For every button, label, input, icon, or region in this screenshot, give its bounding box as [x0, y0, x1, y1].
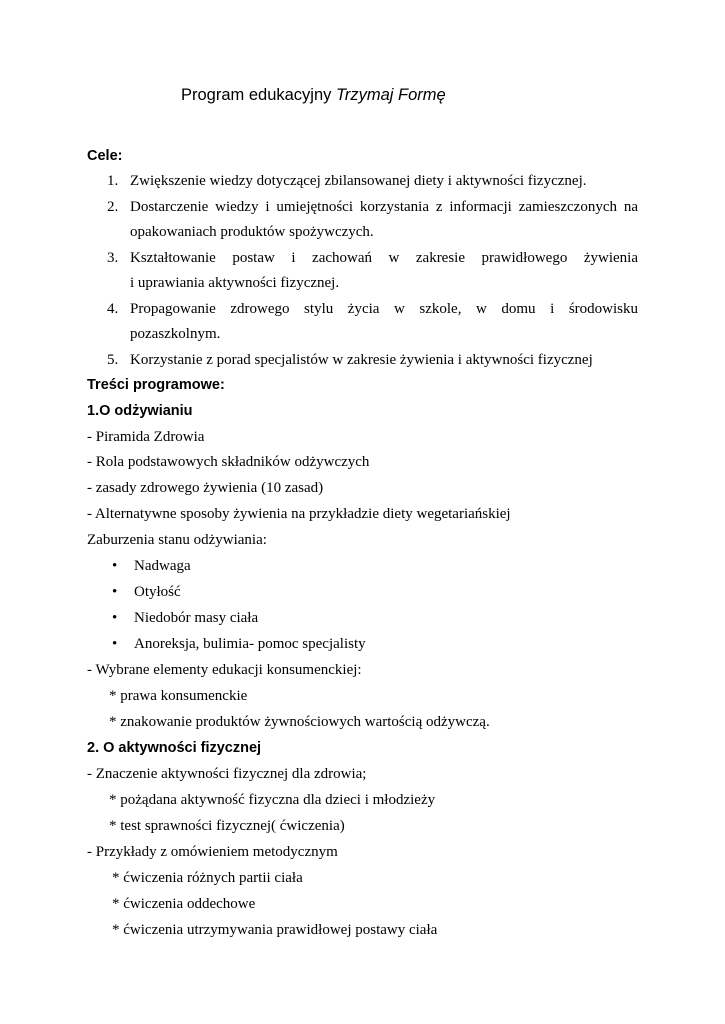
goal-text: Dostarczenie wiedzy i umiejętności korzystania z informacji zamieszczonych na: [130, 199, 638, 215]
bullet-dot: •: [112, 636, 118, 652]
bullet-dot: •: [112, 584, 118, 600]
meaning-item: * pożądana aktywność fizyczna dla dzieci i młodzieży: [109, 792, 436, 808]
section-1-line: - Piramida Zdrowia: [87, 429, 205, 445]
examples-line: - Przykłady z omówieniem metodycznym: [87, 844, 338, 860]
title-program-name: Trzymaj Formę: [336, 86, 446, 104]
page-title: [181, 86, 446, 105]
title-prefix: Program edukacyjny: [181, 86, 336, 104]
goal-text: Zwiększenie wiedzy dotyczącej zbilansowanej diety i aktywności fizycznej.: [130, 173, 587, 189]
example-item: * ćwiczenia utrzymywania prawidłowej postawy ciała: [112, 922, 438, 938]
disorder-item: Otyłość: [134, 584, 181, 600]
consumer-education-line: - Wybrane elementy edukacji konsumenckiej:: [87, 662, 362, 678]
section-1-heading: 1.O odżywianiu: [87, 403, 193, 419]
disorders-label: Zaburzenia stanu odżywiania:: [87, 532, 267, 548]
disorder-item: Niedobór masy ciała: [134, 610, 259, 626]
section-1-line: - Rola podstawowych składników odżywczych: [87, 454, 370, 470]
bullet-dot: •: [112, 558, 118, 574]
consumer-item: * prawa konsumenckie: [109, 688, 248, 704]
goal-text: Propagowanie zdrowego stylu życia w szkole, w domu i środowisku: [130, 301, 638, 317]
goal-text: Kształtowanie postaw i zachowań w zakresie prawidłowego żywienia: [130, 250, 638, 266]
goal-text: pozaszkolnym.: [130, 326, 221, 342]
example-item: * ćwiczenia różnych partii ciała: [112, 870, 303, 886]
goal-number: 4.: [107, 301, 119, 317]
goal-number: 5.: [107, 352, 119, 368]
meaning-line: - Znaczenie aktywności fizycznej dla zdrowia;: [87, 766, 367, 782]
disorder-item: Anoreksja, bulimia- pomoc specjalisty: [134, 636, 366, 652]
goal-number: 2.: [107, 199, 119, 215]
goal-text: opakowaniach produktów spożywczych.: [130, 224, 374, 240]
goal-number: 1.: [107, 173, 119, 189]
goals-heading: Cele:: [87, 148, 123, 164]
section-1-line: - Alternatywne sposoby żywienia na przykładzie diety wegetariańskiej: [87, 506, 511, 522]
section-1-line: - zasady zdrowego żywienia (10 zasad): [87, 480, 324, 496]
example-item: * ćwiczenia oddechowe: [112, 896, 256, 912]
goal-text: i uprawiania aktywności fizycznej.: [130, 275, 340, 291]
consumer-item: * znakowanie produktów żywnościowych wartością odżywczą.: [109, 714, 490, 730]
meaning-item: * test sprawności fizycznej( ćwiczenia): [109, 818, 345, 834]
goal-text: Korzystanie z porad specjalistów w zakresie żywienia i aktywności fizycznej: [130, 352, 593, 368]
disorder-item: Nadwaga: [134, 558, 191, 574]
section-2-heading: 2. O aktywności fizycznej: [87, 740, 262, 756]
bullet-dot: •: [112, 610, 118, 626]
goal-number: 3.: [107, 250, 119, 266]
content-heading: Treści programowe:: [87, 377, 225, 393]
